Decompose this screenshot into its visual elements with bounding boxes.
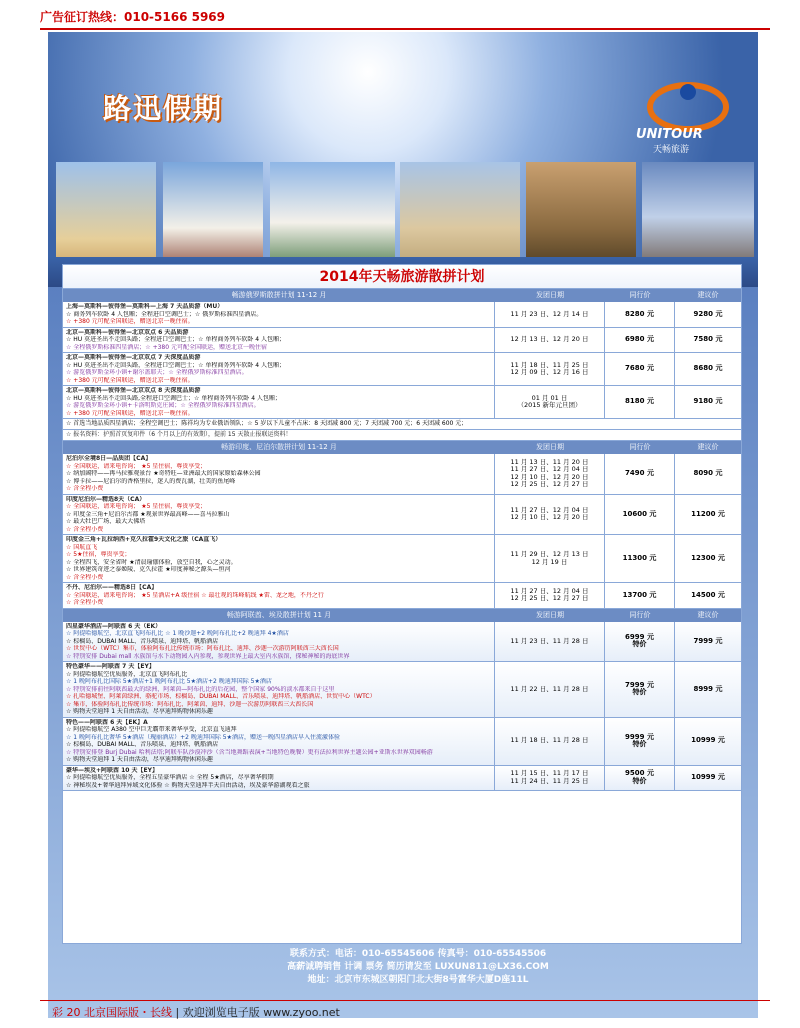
tour-description [63,302,495,327]
tour-peer-price [605,353,675,385]
tour-row [63,495,741,536]
tour-table [62,264,742,944]
tour-date: 12 月 10 日、12 月 20 日 [510,472,589,481]
temple-photo [526,162,636,272]
tour-date: 11 月 22 日、11 月 28 日 [510,684,589,693]
tour-date: 12 月 25 日、12 月 27 日 [510,594,589,603]
tour-peer-price [605,535,675,582]
tour-description [63,328,495,353]
tour-line: ☆ 游览俄罗斯金环小镇+卡洛明斯克庄园；☆ 全程俄罗斯标准四星酒店。 [66,402,260,409]
table-title: 2014年天畅旅游散拼计划 [63,265,741,289]
tour-suggest-price: 7999 元 [693,636,723,645]
tour-line: 北京—莫斯科—彼得堡—北京双点 7 天深度品质游 [66,354,201,361]
footer-tagline: | 欢迎浏览电子版 www.zyoo.net [175,1006,340,1019]
tour-line: ☆ 全国联运，请来电咨询； ★5 星酒店+A 级住宿 ☆ 最壮观的珠峰航线 ★雷、龙之地，不丹之行 [66,591,324,599]
tour-row [63,662,741,718]
tour-description [63,718,495,765]
peer-price-value: 6980 元 [625,335,654,343]
tour-suggest-price: 8999 元 [693,684,723,693]
tour-dates [495,535,605,582]
footer-text [52,1004,340,1020]
tour-dates [495,583,605,608]
footer-divider [40,1000,770,1001]
tour-line: ☆ 特别安排前往阿联酋最大的绿洲，阿莱茵—阿布扎比的后花园，整个国家 90%的淡水都来自于这里 [66,685,335,693]
tour-line: ☆ +380 元可配全国联运，赠送北京一晚住宿。 [66,376,194,384]
footer-paper: 北京国际版・长线 [84,1006,172,1019]
tour-line: ☆ 阿提哈德航空，北京直飞阿布扎比 ☆ 1 晚沙迦+2 晚阿布扎比+2 晚迪拜 4★酒店 [66,630,289,637]
tour-row [63,386,741,419]
tour-row [63,353,741,386]
col-depart: 发团日期 [536,443,564,451]
peer-price-note: 特价 [632,776,647,785]
tour-dates [495,353,605,385]
tour-line: ☆ +380 元可配全国联运，赠送北京一晚住宿。 [66,318,194,325]
tour-dates [495,328,605,353]
tour-line: ☆ 印度金三角+尼泊尔古都 ★观景世界最高峰——喜马拉雅山 [66,510,230,518]
tour-suggest-price: 9280 元 [693,309,723,318]
tour-date: 11 月 18 日、11 月 25 日 [510,360,589,369]
tour-suggest-price: 12300 元 [691,553,725,562]
peer-price-note: 特价 [632,640,647,649]
tour-peer-price [605,718,675,765]
section-header [63,289,741,302]
tour-row [63,328,741,354]
tour-line: ☆ 含全程小费 [66,599,104,606]
contact-phone: 联系方式：电话：010-65545606 传真号：010-65545506 [289,949,547,959]
section-title: 畅游印度、尼泊尔散拼计划 11-12 月 [221,443,337,451]
tour-date: （2015 新年元旦团） [517,401,582,409]
tour-line: 特色豪华——阿联酋 7 天【EY】 [66,663,155,670]
tour-line: ☆ 购物天堂迪拜 1 天自由活动，尽享迪拜购物休闲乐趣 [66,756,213,763]
peer-price-value: 11300 元 [622,553,657,562]
tour-line: ☆ 特别安排 Dubai mall 水族馆与水下动物园入内参观，参观世界上最大室内水族馆，探秘神秘的海底世界 [66,652,350,660]
tour-row [63,583,741,609]
peer-price-value: 10600 元 [622,509,657,518]
tour-dates [495,386,605,418]
tour-date: 11 月 23 日、11 月 28 日 [510,636,589,645]
tour-peer-price [605,302,675,327]
tour-line: ☆ 阿提哈德航空 A380 空中巨无霸带来奢华享受，北京直飞迪拜 [66,726,237,733]
tour-dates [495,622,605,662]
tour-dates [495,718,605,765]
tour-line: ☆ 游览俄罗斯金环小镇+谢尔盖耶夫；☆ 全程俄罗斯标准四星酒店。 [66,369,248,376]
tour-date: 12 月 13 日、12 月 20 日 [510,335,589,343]
tour-line: ☆ 1 晚阿布扎比奢华 5★酒店（瑰丽酒店）+2 晚迪拜国际 5★酒店，赠送一晚四星酒店早入住流激体验 [66,733,340,741]
tour-date: 01 月 01 日 [531,393,568,402]
tour-line: ☆ 含全程小费 [66,573,104,581]
tour-line: ☆ 特别安排登 Burj Dubai 哈利法塔;阿联车队沙漠冲沙（含当地舞蹈表演+当地特色晚餐）更有法拉利世界主题公园+亚斯水世界双园畅游 [66,748,433,756]
peer-price-value: 6999 元 [625,632,654,641]
tour-line: ☆ 博卡拉——尼泊尔的香格里拉，迷人的费瓦湖，壮美的鱼尾峰 [66,477,236,485]
page-footer [0,1000,800,1028]
tour-line: 北京—莫斯科—彼得堡—北京双点 8 天深度品质游 [66,387,201,394]
section-header [63,441,741,454]
tour-line: 印度金三角+瓦拉纳西+克久拉霍9天文化之旅（CA直飞） [66,536,222,543]
brochure-sheet [48,32,758,1018]
tour-date: 11 月 27 日、12 月 04 日 [510,465,589,474]
tour-line: ☆ 全国联运，请来电咨询； ★5 星住宿，尊贵享受； [66,503,207,510]
tour-sections [63,289,741,791]
tour-suggest-price: 8680 元 [693,364,723,373]
tour-line: ☆ HU 莫进圣出不走回头路；全程进口空调巴士；☆ 单程商务列车软卧 4 人包厢； [66,336,286,343]
tour-row [63,535,741,583]
tour-dates [495,454,605,494]
col-suggest: 建议价 [697,291,719,299]
footer-page: 彩 20 [52,1006,81,1019]
tour-line: ☆ 含全程小费 [66,485,104,492]
peer-price-value: 7680 元 [625,364,654,373]
tour-line: 尼泊尔全境8日—品质团【CA】 [66,455,152,462]
peer-price-note: 特价 [632,740,647,748]
tour-peer-price [605,622,675,662]
peer-price-value: 13700 元 [622,590,657,599]
tour-description [63,495,495,535]
tour-description [63,535,495,582]
tour-suggest-price: 11200 元 [691,509,725,518]
tour-dates [495,302,605,327]
tour-suggest-price: 10999 元 [691,736,725,745]
col-depart: 发团日期 [536,610,564,619]
tour-line: ☆ 全国联运，请来电咨询； ★5 星住宿，尊贵享受； [66,462,207,470]
section-note: ☆ 首选当地品质四星酒店；全程空调巴士；陈祥均为专业俄语领队；☆ 5 岁以下儿童不占床：8 天团减 800 元；7 天团减 700 元；6 天团减 600 元； [63,419,741,430]
col-depart: 发团日期 [536,291,564,299]
tour-suggest-price: 14500 元 [691,590,725,599]
col-peer: 同行价 [629,443,651,451]
tour-dates [495,662,605,717]
tour-line: ☆ 神秘埃及+奢华迪拜异域文化体验 ☆ 购物天堂迪拜半天自由活动，埃及豪华游湖观看之旅 [66,781,310,789]
tour-line: ☆ 全程俄罗斯标准四星酒店；☆ +380 元可配全国联运，赠送北京一晚住宿 [66,343,267,351]
tour-date: 11 月 29 日、12 月 13 日 [510,550,589,558]
peer-price-value: 9500 元 [625,769,654,778]
tour-line: ☆ 世贸中心（WTC）集市，体验阿布扎比传统市场：阿布扎比、迪拜、沙迦一次游历阿联酋三大酋长国 [66,645,339,652]
tour-description [63,454,495,494]
tour-line: 上海—莫斯科—彼得堡—莫斯科—上海 7 天品质游（MU） [66,303,224,310]
tour-description [63,386,495,418]
tour-suggest-price: 8090 元 [693,469,723,477]
col-peer: 同行价 [629,610,651,619]
tour-line: ☆ 最大牡巴广场、最大大佛塔 [66,518,146,525]
tour-line: 豪华—埃及+阿联酋 10 天【EY】 [66,766,158,774]
tour-line: ☆ 世界建筑奇迹之泰姬陵、克久拉霍 ★印度神秘之源头—恒河 [66,566,231,573]
tour-line: ☆ HU 莫进圣出不走回头路,全程进口空调巴士；☆ 单程商务列车软卧 4 人包厢； [66,394,281,402]
section-note: ☆ 报名资料：护照首页复印件（6 个月以上的有效期），提前 15 天散止报联运资料！ [63,430,741,441]
tour-line: ☆ 国航直飞 [66,543,98,551]
tour-suggest-price: 10999 元 [691,773,725,781]
tour-peer-price [605,454,675,494]
taj-mahal-photo [270,162,395,272]
tour-date: 11 月 24 日、11 月 25 日 [510,776,589,785]
col-peer: 同行价 [629,291,651,299]
tour-line: ☆ 5★住宿，尊贵享受； [66,551,131,558]
tour-line: ☆ 阿提哈德航空优质服务，全程五星豪华酒店 ☆ 全程 5★酒店，尽享奢华假期 [66,774,274,781]
tour-date: 11 月 27 日、12 月 04 日 [510,586,589,595]
peer-price-value: 9999 元 [625,732,654,741]
tour-peer-price [605,328,675,353]
tour-date: 11 月 27 日、12 月 04 日 [510,505,589,514]
pyramid-photo [56,162,156,272]
tour-line: ☆ 纳加阔特——再马拉雅观景台 ★奇特旺—亚洲最大的国家原始森林公园 [66,470,261,477]
kremlin-photo [163,162,263,272]
tour-row [63,622,741,663]
tour-dates [495,766,605,791]
tour-row [63,302,741,328]
tour-line: ☆ 含全程小费 [66,525,104,533]
tour-peer-price [605,386,675,418]
tour-peer-price [605,766,675,791]
tour-row [63,454,741,495]
tour-line: 北京—莫斯科—彼得堡—北京双点 6 天品质游 [66,328,189,336]
tour-date: 11 月 13 日、11 月 20 日 [510,457,589,466]
tour-line: 印度尼泊尔—精选8天（CA） [66,495,146,503]
logo-text: UNITOUR [636,127,703,142]
tour-line: ☆ 棕榈岛、DUBAI MALL、音乐喷泉、迪拜塔、帆船酒店 [66,637,219,645]
tour-line: ☆ 扎哈德城堡、阿莱茵绿洲、骆驼市场、棕榈岛、DUBAI MALL、音乐喷泉、迪拜塔、帆船酒店、世贸中心（WTC） [66,693,376,700]
logo-subtext: 天畅旅游 [653,145,690,155]
contact-recruit: 高薪诚聘销售 计调 票务 简历请发至 LUXUN811@LX36.COM [287,962,549,972]
section-title: 畅游俄罗斯散拼计划 11-12 月 [231,291,327,299]
peer-price-value: 8280 元 [625,309,654,318]
contact-address: 地址：北京市东城区朝阳门北大街8号富华大厦D座11L [307,975,529,985]
tour-line: ☆ 商务列车软卧 4 人包厢；全程进口空调巴士；☆ 俄罗斯标准四星酒店。 [66,310,263,318]
city-photo [400,162,520,272]
tour-date: 12 月 09 日、12 月 16 日 [510,368,589,376]
tour-line: ☆ 集市，体验阿布扎比传统市场：阿布扎比、阿莱茵、迪拜、沙迦一次游历阿联酋三大酋长国 [66,700,314,708]
tour-dates [495,495,605,535]
tour-date: 12 月 10 日、12 月 20 日 [510,513,589,522]
tour-description [63,662,495,717]
tour-description [63,766,495,791]
peer-price-value: 7999 元 [625,680,654,689]
tour-date: 11 月 15 日、11 月 17 日 [510,769,589,778]
tour-line: 特色——阿联酋 6 天【EK】A [66,718,148,726]
section-title: 畅游阿联酋、埃及散拼计划 11 月 [226,610,332,619]
bridge-photo [642,162,754,272]
tour-peer-price [605,662,675,717]
tour-line: ☆ 购物天堂迪拜 1 天自由活动，尽享迪拜购物休闲乐趣 [66,708,213,715]
tour-row [63,766,741,792]
ad-hotline: 广告征订热线：010-5166 5969 [40,10,226,24]
tour-suggest-price: 7580 元 [693,335,723,343]
tour-line: ☆ 全程四飞，安全省时 ★清晨瑜伽体验，放空自我，心之灵动。 [66,558,237,566]
tour-peer-price [605,583,675,608]
peer-price-value: 7490 元 [625,469,654,477]
col-suggest: 建议价 [697,443,719,451]
peer-price-note: 特价 [632,688,647,697]
tour-line: 不丹、尼泊尔——精选8日【CA】 [66,584,158,591]
tour-line: ☆ 1 晚阿布扎比国际 5★酒店+1 晚阿布扎比 5★酒店+2 晚迪拜国际 5★酒店 [66,678,272,685]
tour-description [63,622,495,662]
tour-date: 12 月 25 日、12 月 27 日 [510,480,589,489]
tour-description [63,583,495,608]
brand-title: 路迅假期 [103,92,224,125]
tour-line: ☆ 棕榈岛、DUBAI MALL、音乐喷泉、迪拜塔、帆船酒店 [66,741,219,748]
tour-line: ☆ +380 元可配全国联运，赠送北京一晚住宿。 [66,409,194,417]
contact-block [198,948,638,987]
tour-peer-price [605,495,675,535]
tour-line: ☆ 阿提哈德航空优质服务，北京直飞阿布扎比 [66,670,188,678]
tour-suggest-price: 9180 元 [693,397,723,406]
tour-date: 12 月 19 日 [531,557,568,566]
tour-line: 四星豪华酒店—阿联酋 6 天（EK） [66,622,162,630]
header-divider [40,28,770,30]
peer-price-value: 8180 元 [625,397,654,406]
section-header [63,609,741,622]
tour-date: 11 月 18 日、11 月 28 日 [510,736,589,745]
tour-description [63,353,495,385]
tour-line: ☆ HU 莫进圣出不走回头路，全程进口空调巴士；☆ 单程商务列车软卧 4 人包厢； [66,361,286,369]
col-suggest: 建议价 [697,610,719,619]
tour-date: 11 月 23 日、12 月 14 日 [510,309,589,318]
tour-row [63,718,741,766]
